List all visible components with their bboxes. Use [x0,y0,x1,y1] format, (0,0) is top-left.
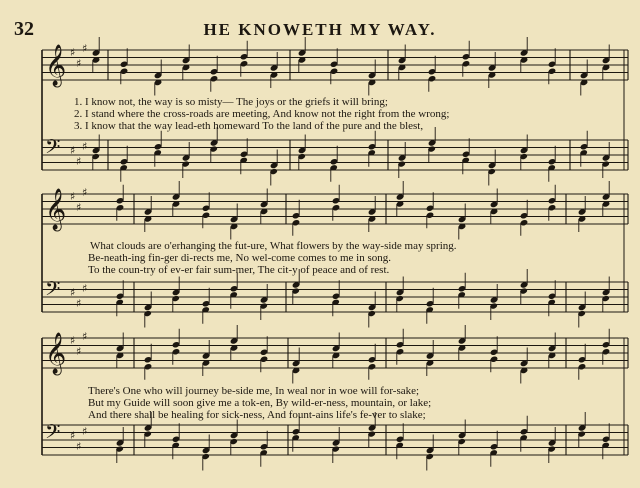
sharp-icon: ♯ [76,297,82,310]
bass-clef-icon: 𝄢 [45,277,61,305]
lyric-line-verse-2: But my Guide will soon give me a tok-en, By wild-er-ness, mountain, or lake; [88,397,432,409]
sharp-icon: ♯ [82,330,88,343]
sharp-icon: ♯ [70,334,76,347]
sharp-icon: ♯ [76,57,82,70]
sharp-icon: ♯ [82,186,88,199]
lyric-line-verse-2: Be-neath-ing fin-ger di-rects me, No wel-come comes to me in song. [88,252,392,264]
lyric-line-verse-3: To the coun-try of ev-er fair sum-mer, The cit-y of peace and of rest. [88,264,390,276]
sharp-icon: ♯ [70,286,76,299]
lyric-line-verse-3: 3. I know that the way lead-eth homeward To the land of the pure and the blest, [74,120,424,132]
bass-clef-icon: 𝄢 [45,420,61,448]
treble-clef-icon: 𝄞 [45,189,67,230]
lyric-line-verse-1: What clouds are o'erhanging the fut-ure, What flowers by the way-side may spring. [90,240,457,252]
sharp-icon: ♯ [70,190,76,203]
sharp-icon: ♯ [82,282,88,295]
bass-clef-icon: 𝄢 [45,135,61,163]
sharp-icon: ♯ [76,201,82,214]
sharp-icon: ♯ [70,144,76,157]
lyric-line-verse-2: 2. I stand where the cross-roads are meeting, And know not the right from the wrong; [74,108,450,120]
sharp-icon: ♯ [76,440,82,453]
lyric-line-verse-1: There's One who will journey be-side me, In weal nor in woe will for-sake; [88,385,420,397]
sharp-icon: ♯ [76,345,82,358]
sharp-icon: ♯ [70,46,76,59]
lyric-line-verse-1: 1. I know not, the way is so misty— The joys or the griefs it will bring; [74,96,388,108]
hymn-title: HE KNOWETH MY WAY. [203,20,437,39]
sharp-icon: ♯ [82,425,88,438]
sharp-icon: ♯ [82,140,88,153]
lyric-line-verse-3: And there shall be healing for sick-ness, And fount-ains life's fe-ver to slake; [88,409,426,421]
sharp-icon: ♯ [70,429,76,442]
sharp-icon: ♯ [82,42,88,55]
sharp-icon: ♯ [76,155,82,168]
page-number: 32 [14,18,34,40]
treble-clef-icon: 𝄞 [45,45,67,86]
treble-clef-icon: 𝄞 [45,333,67,374]
